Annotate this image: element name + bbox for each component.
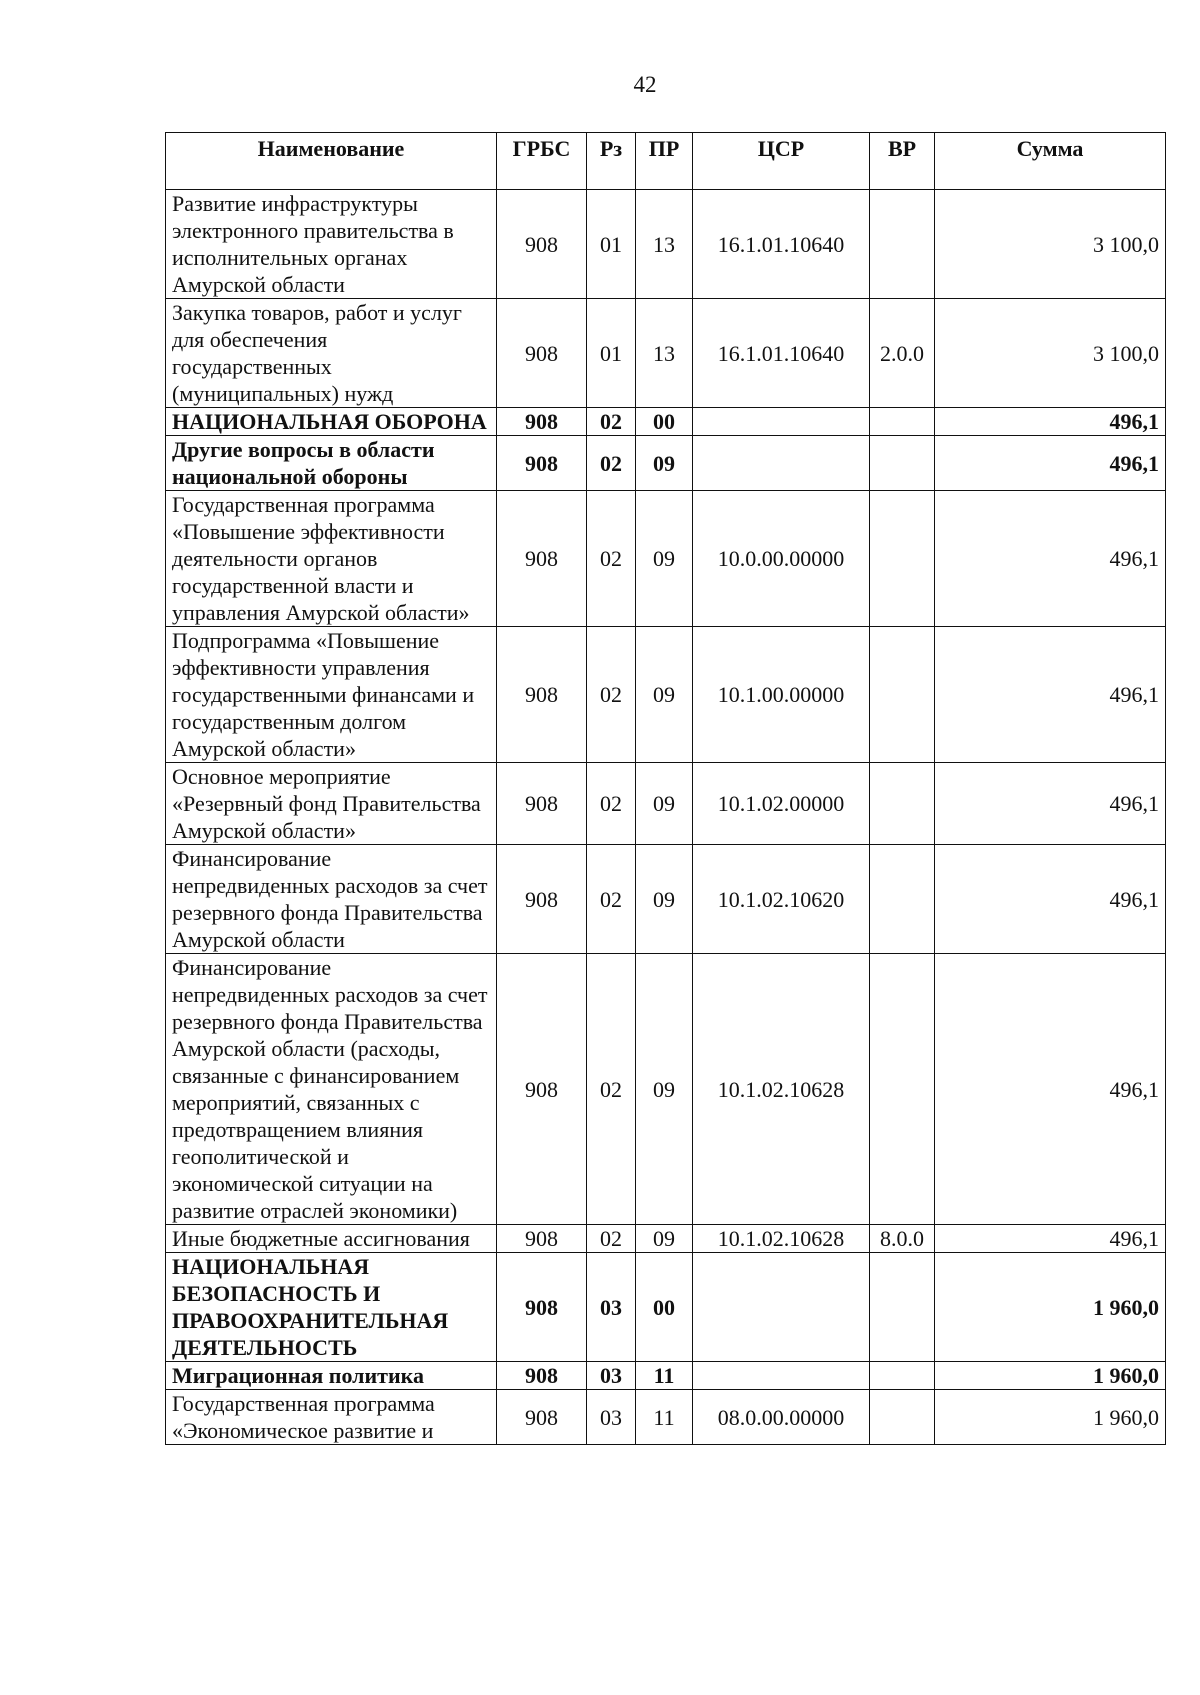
page-number: 42 — [633, 72, 657, 97]
row-pr: 09 — [636, 436, 693, 491]
row-grbs: 908 — [497, 299, 587, 408]
table-row — [166, 845, 1166, 954]
row-name: Подпрограмма «Повышение эффективности управления государственными финансами и государственным долгом Амурской области» — [166, 627, 497, 763]
row-grbs: 908 — [497, 190, 587, 299]
row-csr: 16.1.01.10640 — [693, 190, 870, 299]
table-row — [166, 190, 1166, 299]
row-name: Иные бюджетные ассигнования — [166, 1225, 497, 1253]
row-rz: 02 — [587, 627, 636, 763]
row-rz: 02 — [587, 408, 636, 436]
header-grbs: ГРБС — [497, 133, 587, 190]
row-csr — [693, 436, 870, 491]
row-rz: 03 — [587, 1390, 636, 1445]
row-grbs: 908 — [497, 491, 587, 627]
row-pr: 13 — [636, 190, 693, 299]
table-row — [166, 954, 1166, 1225]
table-row-section — [166, 1253, 1166, 1362]
row-rz: 02 — [587, 763, 636, 845]
row-vr: 8.0.0 — [870, 1225, 935, 1253]
row-name: Финансирование непредвиденных расходов за счет резервного фонда Правительства Амурской области — [166, 845, 497, 954]
row-rz: 01 — [587, 299, 636, 408]
row-grbs: 908 — [497, 1390, 587, 1445]
row-csr — [693, 1253, 870, 1362]
row-sum: 1 960,0 — [935, 1390, 1166, 1445]
row-vr — [870, 408, 935, 436]
row-name: Развитие инфраструктуры электронного правительства в исполнительных органах Амурской области — [166, 190, 497, 299]
row-rz: 02 — [587, 436, 636, 491]
row-pr: 09 — [636, 763, 693, 845]
row-name: НАЦИОНАЛЬНАЯ ОБОРОНА — [166, 408, 497, 436]
header-vr: ВР — [870, 133, 935, 190]
row-vr — [870, 763, 935, 845]
row-rz: 03 — [587, 1362, 636, 1390]
row-vr — [870, 1390, 935, 1445]
header-rz: Рз — [587, 133, 636, 190]
table-header-row — [166, 133, 1166, 190]
row-rz: 03 — [587, 1253, 636, 1362]
row-csr: 16.1.01.10640 — [693, 299, 870, 408]
header-name: Наименование — [166, 133, 497, 190]
row-pr: 11 — [636, 1390, 693, 1445]
row-sum: 496,1 — [935, 627, 1166, 763]
row-sum: 3 100,0 — [935, 299, 1166, 408]
row-csr: 10.1.00.00000 — [693, 627, 870, 763]
header-csr: ЦСР — [693, 133, 870, 190]
row-csr: 08.0.00.00000 — [693, 1390, 870, 1445]
row-rz: 01 — [587, 190, 636, 299]
row-grbs: 908 — [497, 845, 587, 954]
row-csr: 10.1.02.10620 — [693, 845, 870, 954]
row-grbs: 908 — [497, 1253, 587, 1362]
row-csr: 10.1.02.10628 — [693, 954, 870, 1225]
row-pr: 00 — [636, 408, 693, 436]
row-rz: 02 — [587, 954, 636, 1225]
row-name: Финансирование непредвиденных расходов за счет резервного фонда Правительства Амурской области (расходы, связанные с финансированием мероприятий, связанных с предотвращением влияния геополитической и экономической ситуации на развитие отраслей экономики) — [166, 954, 497, 1225]
row-grbs: 908 — [497, 1225, 587, 1253]
row-name: Другие вопросы в области национальной обороны — [166, 436, 497, 491]
row-vr: 2.0.0 — [870, 299, 935, 408]
table-row-section — [166, 436, 1166, 491]
row-csr: 10.0.00.00000 — [693, 491, 870, 627]
row-grbs: 908 — [497, 1362, 587, 1390]
row-sum: 496,1 — [935, 954, 1166, 1225]
table-row — [166, 299, 1166, 408]
table-row — [166, 763, 1166, 845]
row-name: Государственная программа «Повышение эффективности деятельности органов государственной власти и управления Амурской области» — [166, 491, 497, 627]
row-vr — [870, 627, 935, 763]
table-row-section — [166, 1362, 1166, 1390]
row-pr: 11 — [636, 1362, 693, 1390]
row-sum: 496,1 — [935, 763, 1166, 845]
row-pr: 09 — [636, 491, 693, 627]
header-sum: Сумма — [935, 133, 1166, 190]
header-pr: ПР — [636, 133, 693, 190]
row-name: Закупка товаров, работ и услуг для обеспечения государственных (муниципальных) нужд — [166, 299, 497, 408]
row-pr: 09 — [636, 954, 693, 1225]
table-row — [166, 1390, 1166, 1445]
row-rz: 02 — [587, 491, 636, 627]
row-vr — [870, 845, 935, 954]
table-row — [166, 1225, 1166, 1253]
row-rz: 02 — [587, 845, 636, 954]
row-grbs: 908 — [497, 408, 587, 436]
row-vr — [870, 436, 935, 491]
row-vr — [870, 1253, 935, 1362]
row-vr — [870, 190, 935, 299]
row-grbs: 908 — [497, 954, 587, 1225]
row-grbs: 908 — [497, 436, 587, 491]
row-vr — [870, 1362, 935, 1390]
row-sum: 496,1 — [935, 491, 1166, 627]
row-vr — [870, 491, 935, 627]
row-sum: 3 100,0 — [935, 190, 1166, 299]
row-sum: 1 960,0 — [935, 1253, 1166, 1362]
table-row — [166, 491, 1166, 627]
budget-table — [165, 132, 1166, 1445]
row-sum: 496,1 — [935, 408, 1166, 436]
row-grbs: 908 — [497, 763, 587, 845]
row-csr: 10.1.02.10628 — [693, 1225, 870, 1253]
row-pr: 09 — [636, 1225, 693, 1253]
row-pr: 13 — [636, 299, 693, 408]
row-csr — [693, 408, 870, 436]
row-name: НАЦИОНАЛЬНАЯ БЕЗОПАСНОСТЬ И ПРАВООХРАНИТЕЛЬНАЯ ДЕЯТЕЛЬНОСТЬ — [166, 1253, 497, 1362]
row-vr — [870, 954, 935, 1225]
row-grbs: 908 — [497, 627, 587, 763]
row-rz: 02 — [587, 1225, 636, 1253]
row-sum: 496,1 — [935, 1225, 1166, 1253]
row-csr — [693, 1362, 870, 1390]
row-sum: 1 960,0 — [935, 1362, 1166, 1390]
row-name: Государственная программа «Экономическое развитие и — [166, 1390, 497, 1445]
row-sum: 496,1 — [935, 436, 1166, 491]
row-name: Основное мероприятие «Резервный фонд Правительства Амурской области» — [166, 763, 497, 845]
row-csr: 10.1.02.00000 — [693, 763, 870, 845]
row-pr: 00 — [636, 1253, 693, 1362]
row-name: Миграционная политика — [166, 1362, 497, 1390]
row-pr: 09 — [636, 627, 693, 763]
table-row — [166, 627, 1166, 763]
row-sum: 496,1 — [935, 845, 1166, 954]
row-pr: 09 — [636, 845, 693, 954]
table-row-section — [166, 408, 1166, 436]
